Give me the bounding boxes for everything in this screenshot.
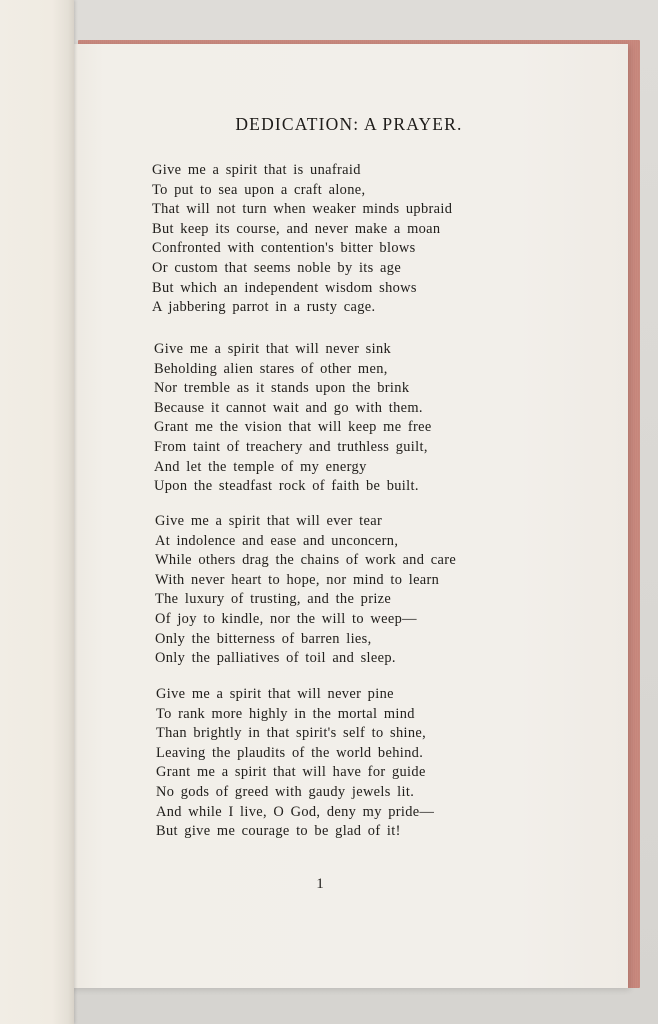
poem-line: Confronted with contention's bitter blows (152, 240, 416, 257)
poem-line: To put to sea upon a craft alone, (152, 181, 366, 198)
poem-line: Give me a spirit that will never pine (156, 686, 394, 702)
stanza-1 (152, 161, 452, 318)
poem-line: Give me a spirit that will ever tear (155, 513, 383, 529)
poem-line: But which an independent wisdom shows (152, 279, 417, 296)
stanza-4 (156, 685, 434, 842)
poem-line: But give me courage to be glad of it! (156, 823, 401, 840)
poem-line: Grant me the vision that will keep me free (154, 419, 432, 436)
poem-line: That will not turn when weaker minds upbraid (152, 201, 453, 218)
facing-page-edge (0, 0, 74, 1024)
poem-line: A jabbering parrot in a rusty cage. (152, 299, 376, 316)
poem-line: Give me a spirit that will never sink (154, 341, 392, 357)
stanza-2 (154, 340, 432, 497)
poem-line: Leaving the plaudits of the world behind. (156, 744, 424, 761)
poem-line: At indolence and ease and unconcern, (155, 532, 399, 549)
poem-line: Because it cannot wait and go with them. (154, 399, 423, 416)
poem-line: Upon the steadfast rock of faith be built. (154, 478, 419, 495)
poem-line: Of joy to kindle, nor the will to weep— (155, 610, 417, 627)
poem-line: With never heart to hope, nor mind to learn (155, 571, 440, 588)
poem-line: The luxury of trusting, and the prize (155, 591, 392, 608)
poem-line: Nor tremble as it stands upon the brink (154, 380, 410, 397)
poem-line: And while I live, O God, deny my pride— (156, 803, 435, 820)
stanza-3 (155, 512, 456, 669)
poem-title: DEDICATION: A PRAYER. (235, 114, 463, 134)
poem-line: Give me a spirit that is unafraid (152, 162, 361, 178)
poem-line: Only the palliatives of toil and sleep. (155, 650, 396, 667)
poem-line: While others drag the chains of work and care (155, 552, 457, 569)
poem-line: Than brightly in that spirit's self to shine, (156, 725, 427, 742)
poem-line: Grant me a spirit that will have for guide (156, 764, 426, 781)
poem-line: But keep its course, and never make a moan (152, 220, 441, 237)
poem-line: Only the bitterness of barren lies, (155, 630, 372, 647)
poem-line: To rank more highly in the mortal mind (156, 705, 415, 722)
poem-line: No gods of greed with gaudy jewels lit. (156, 783, 415, 800)
page-number: 1 (316, 876, 324, 892)
poem-line: Or custom that seems noble by its age (152, 259, 402, 276)
poem-line: From taint of treachery and truthless guilt, (154, 438, 428, 455)
poem-line: And let the temple of my energy (154, 458, 367, 475)
poem-line: Beholding alien stares of other men, (154, 360, 388, 377)
